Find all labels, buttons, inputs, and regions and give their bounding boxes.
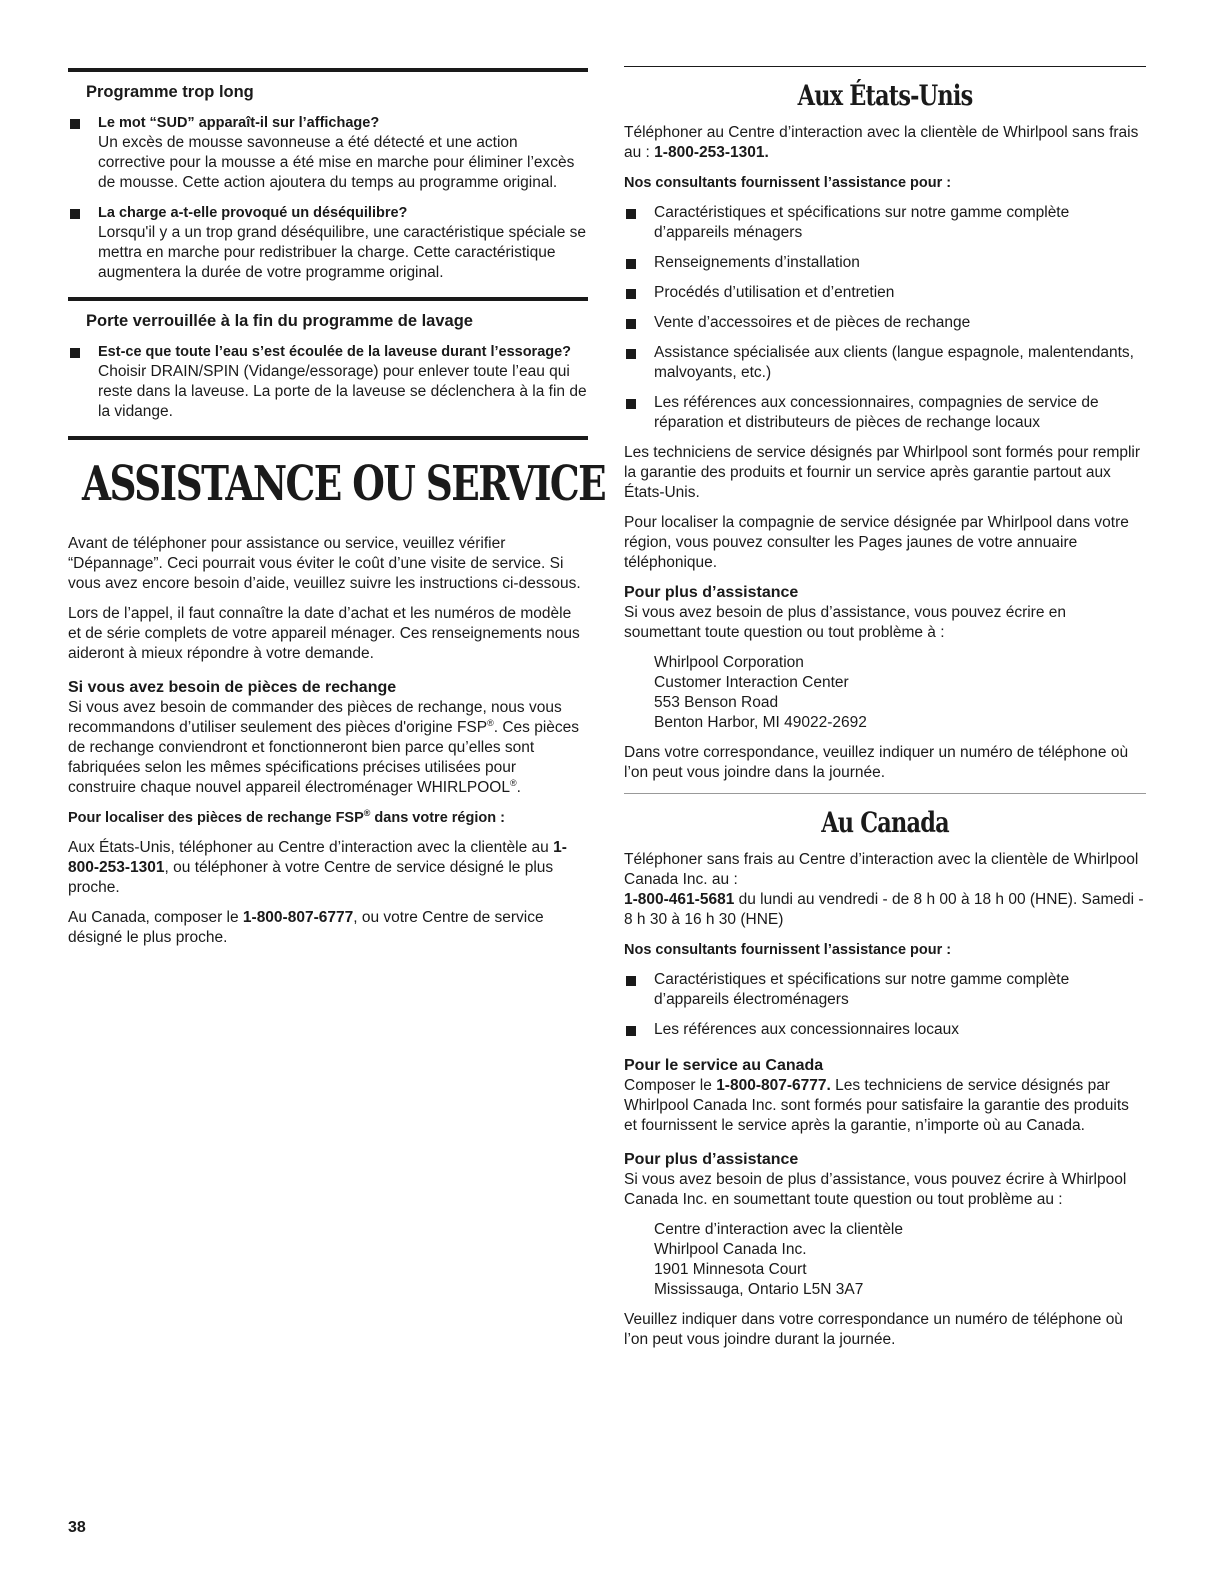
parts-paragraph: Si vous avez besoin de commander des pièces de rechange, nous vous recommandons d’utiliser seulement des pièces d'origine FSP®. Ces pièces de rechange conviendront et fonctionneront bien parce qu’elles sont fabriquées selon les mêmes spécifications précises utilisées pour construire chaque nouvel appareil électroménager WHIRLPOOL®. xyxy=(68,699,580,796)
page-title: ASSISTANCE OU SERVICE xyxy=(82,456,606,512)
phone-number: 1-800-461-5681 xyxy=(624,891,735,908)
parts-canada-paragraph: Au Canada, composer le 1-800-807-6777, ou votre Centre de service désigné le plus proche. xyxy=(68,909,544,946)
list-item: Les références aux concessionnaires locaux xyxy=(624,1020,1146,1040)
canada-title: Au Canada xyxy=(821,806,949,839)
long-program-list xyxy=(68,113,588,283)
list-item xyxy=(68,203,588,283)
list-item xyxy=(68,113,588,193)
registered-mark: ® xyxy=(363,808,371,819)
us-services-list xyxy=(624,203,1146,433)
parts-heading: Si vous avez besoin de pièces de rechange xyxy=(68,679,397,696)
registered-mark: ® xyxy=(487,717,494,728)
us-technicians-paragraph: Les techniciens de service désignés par Whirlpool sont formés pour remplir la garantie des produits et fournir un service après garantie partout aux États-Unis. xyxy=(624,444,1141,501)
section-heading-long-program: Programme trop long xyxy=(68,68,588,103)
phone-number: 1-800-807-6777. xyxy=(716,1077,831,1094)
canada-consultants-heading: Nos consultants fournissent l’assistance pour : xyxy=(624,942,952,958)
section-heading-locked-door: Porte verrouillée à la fin du programme de lavage xyxy=(68,297,588,332)
page-number: 38 xyxy=(68,1519,86,1536)
us-call-paragraph: Téléphoner au Centre d’interaction avec la clientèle de Whirlpool sans frais au : 1-800-253-1301. xyxy=(624,124,1139,161)
phone-number: 1-800-253-1301. xyxy=(654,144,769,161)
list-item: Renseignements d’installation xyxy=(624,253,1146,273)
list-item: Caractéristiques et spécifications sur notre gamme complète d’appareils ménagers xyxy=(624,203,1146,243)
list-item: Les références aux concessionnaires, compagnies de service de réparation et distributeurs de pièces de rechange locaux xyxy=(624,393,1146,433)
question: La charge a-t-elle provoqué un déséquilibre? xyxy=(98,205,408,221)
canada-closing-paragraph: Veuillez indiquer dans votre correspondance un numéro de téléphone où l’on peut vous joindre durant la journée. xyxy=(624,1311,1123,1348)
left-column xyxy=(68,68,606,958)
answer: Lorsqu'il y a un trop grand déséquilibre, une caractéristique spéciale se mettra en marche pour redistribuer la charge. Cette caractéristique augmentera la durée de votre programme original. xyxy=(98,224,587,281)
phone-number: 1-800-253-1301 xyxy=(68,839,567,876)
list-item: Vente d’accessoires et de pièces de rechange xyxy=(624,313,1146,333)
us-mailing-address: Whirlpool Corporation Customer Interaction Center 553 Benson Road Benton Harbor, MI 49022-2692 xyxy=(654,654,867,731)
us-locate-paragraph: Pour localiser la compagnie de service désignée par Whirlpool dans votre région, vous pouvez consulter les Pages jaunes de votre annuaire téléphonique. xyxy=(624,514,1129,571)
us-consultants-heading: Nos consultants fournissent l’assistance pour : xyxy=(624,175,952,191)
answer: Choisir DRAIN/SPIN (Vidange/essorage) pour enlever toute l’eau qui reste dans la laveuse. La porte de la laveuse se déclenchera à la fin de la vidange. xyxy=(98,363,587,420)
us-closing-paragraph: Dans votre correspondance, veuillez indiquer un numéro de téléphone où l’on peut vous joindre dans la journée. xyxy=(624,744,1129,781)
canada-services-list xyxy=(624,970,1146,1040)
question: Est-ce que toute l’eau s’est écoulée de la laveuse durant l’essorage? xyxy=(98,344,572,360)
intro-paragraph: Avant de téléphoner pour assistance ou service, veuillez vérifier “Dépannage”. Ceci pourrait vous éviter le coût d’une visite de service. Si vous avez encore besoin d’aide, veuillez suivre les instructions ci-dessous. xyxy=(68,535,581,592)
canada-mailing-address: Centre d’interaction avec la clientèle Whirlpool Canada Inc. 1901 Minnesota Court Mississauga, Ontario L5N 3A7 xyxy=(654,1221,903,1298)
phone-number: 1-800-807-6777 xyxy=(242,909,354,926)
answer: Un excès de mousse savonneuse a été détecté et une action corrective pour la mousse a été mise en marche pour éliminer l’excès de mousse. Cette action ajoutera du temps au programme original. xyxy=(98,134,575,191)
list-item xyxy=(68,342,588,422)
canada-more-help-text: Si vous avez besoin de plus d’assistance, vous pouvez écrire à Whirlpool Canada Inc. en soumettant toute question ou tout problème au : xyxy=(624,1171,1127,1208)
registered-mark: ® xyxy=(509,777,517,788)
canada-service-paragraph: Composer le 1-800-807-6777. Les techniciens de service désignés par Whirlpool Canada Inc. sont formés pour satisfaire la garantie des produits et fournissent le service après la garantie, n’importe où au Canada. xyxy=(624,1077,1129,1134)
canada-service-heading: Pour le service au Canada xyxy=(624,1057,824,1074)
locked-door-list xyxy=(68,342,588,422)
question: Le mot “SUD” apparaît-il sur l’affichage? xyxy=(98,115,380,131)
list-item: Assistance spécialisée aux clients (langue espagnole, malentendants, malvoyants, etc.) xyxy=(624,343,1146,383)
us-more-help-heading: Pour plus d’assistance xyxy=(624,584,799,601)
us-divider xyxy=(624,66,1146,67)
canada-call-paragraph: Téléphoner sans frais au Centre d’interaction avec la clientèle de Whirlpool Canada Inc. au : 1-800-461-5681 du lundi au vendredi - de 8 h 00 à 18 h 00 (HNE). Samedi - 8 h 30 à 16 h 30 (HNE) xyxy=(624,851,1144,928)
us-title: Aux États-Unis xyxy=(797,79,973,112)
list-item: Caractéristiques et spécifications sur notre gamme complète d’appareils électroménagers xyxy=(624,970,1146,1010)
parts-us-paragraph: Aux États-Unis, téléphoner au Centre d’interaction avec la clientèle au 1-800-253-1301, ou téléphoner à votre Centre de service désigné le plus proche. xyxy=(68,839,567,896)
right-column xyxy=(624,66,1146,1360)
us-more-help-text: Si vous avez besoin de plus d’assistance, vous pouvez écrire en soumettant toute question ou tout problème à : xyxy=(624,604,1066,641)
intro-paragraph-call: Lors de l’appel, il faut connaître la date d’achat et les numéros de modèle et de série complets de votre appareil ménager. Ces renseignements nous aideront à mieux répondre à votre demande. xyxy=(68,605,580,662)
canada-divider xyxy=(624,793,1146,794)
list-item: Procédés d’utilisation et d’entretien xyxy=(624,283,1146,303)
canada-more-help-heading: Pour plus d’assistance xyxy=(624,1151,799,1168)
title-divider xyxy=(68,436,588,440)
parts-locate-heading: Pour localiser des pièces de rechange FSP® dans votre région : xyxy=(68,808,505,826)
